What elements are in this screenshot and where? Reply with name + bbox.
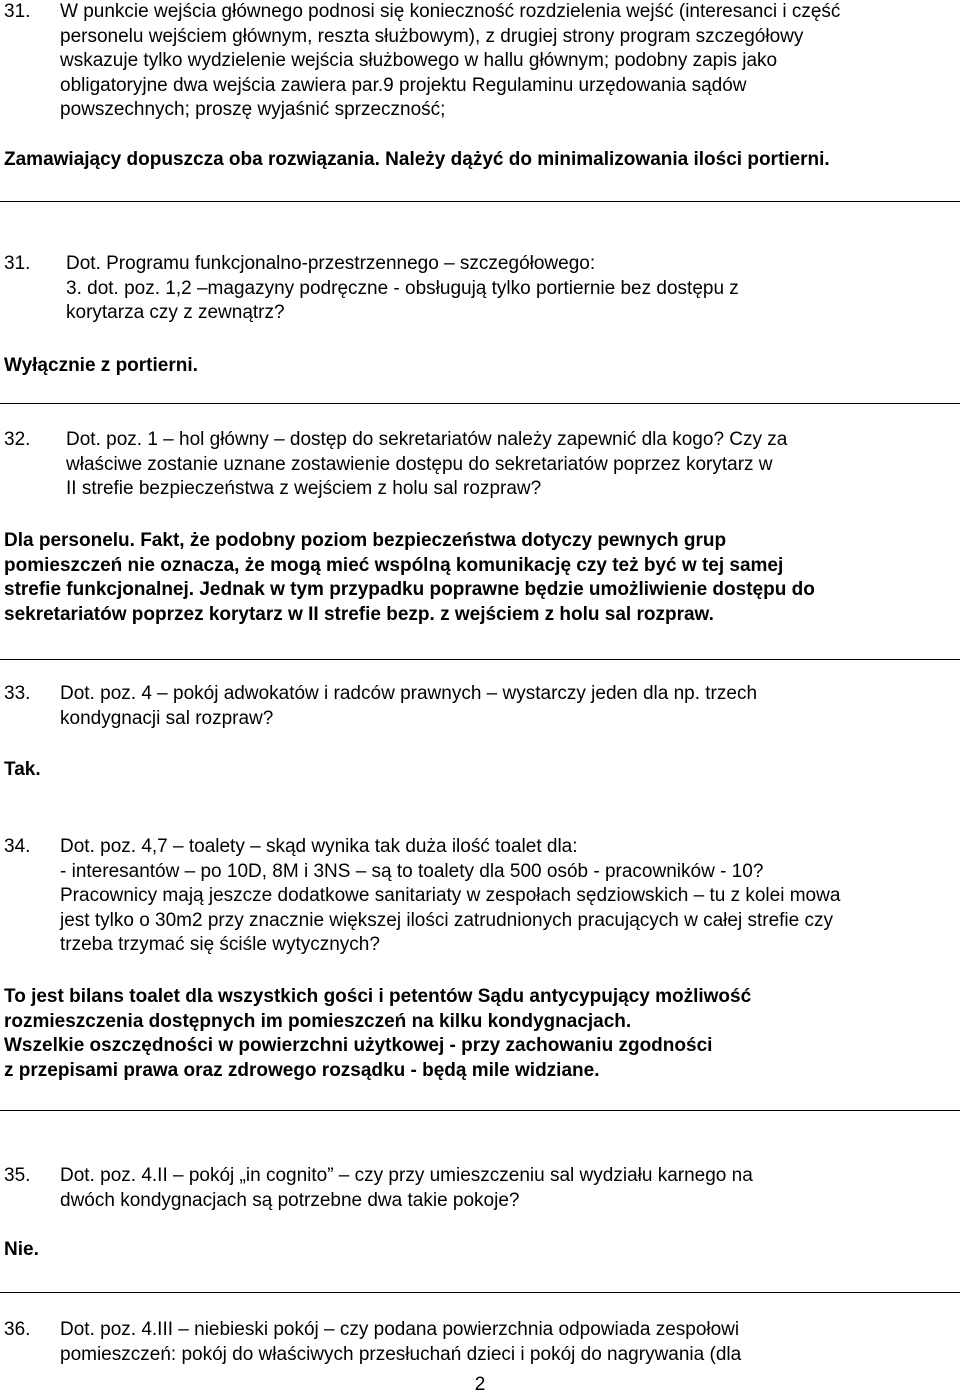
question-32 bbox=[4, 428, 954, 502]
divider bbox=[0, 201, 960, 202]
answer-34 bbox=[4, 985, 954, 1083]
question-line: wskazuje tylko wydzielenie wejścia służbowego w hallu głównym; podobny zapis jako bbox=[60, 50, 778, 72]
question-31a bbox=[4, 0, 954, 123]
divider bbox=[0, 1292, 960, 1293]
question-text bbox=[60, 0, 954, 123]
page-number: 2 bbox=[474, 1374, 486, 1395]
question-text bbox=[60, 835, 954, 958]
question-number: 31. bbox=[4, 1, 31, 22]
question-line: jest tylko o 30m2 przy znacznie większej ilości zatrudnionych pracujących w całej strefie czy bbox=[60, 909, 833, 931]
question-line: Dot. poz. 4.III – niebieski pokój – czy podana powierzchnia odpowiada zespołowi bbox=[60, 1319, 740, 1340]
question-line: powszechnych; proszę wyjaśnić sprzeczność; bbox=[60, 99, 446, 121]
answer-line: Nie. bbox=[4, 1239, 39, 1260]
question-line: Dot. poz. 4,7 – toalety – skąd wynika tak duża ilość toalet dla: bbox=[60, 836, 578, 857]
question-number: 32. bbox=[4, 429, 31, 450]
answer-line: Wyłącznie z portierni. bbox=[4, 355, 198, 376]
question-line: - interesantów – po 10D, 8M i 3NS – są to toalety dla 500 osób - pracowników - 10? bbox=[60, 860, 764, 882]
answer-31b bbox=[4, 354, 954, 379]
answer-31a bbox=[4, 148, 954, 173]
answer-line: rozmieszczenia dostępnych im pomieszczeń na kilku kondygnacjach. bbox=[4, 1010, 632, 1032]
question-line: korytarza czy z zewnątrz? bbox=[66, 302, 285, 324]
question-line: właściwe zostanie uznane zostawienie dostępu do sekretariatów poprzez korytarz w bbox=[66, 453, 773, 475]
question-line: dwóch kondygnacjach są potrzebne dwa takie pokoje? bbox=[60, 1189, 520, 1211]
question-line: Dot. poz. 1 – hol główny – dostęp do sekretariatów należy zapewnić dla kogo? Czy za bbox=[66, 429, 788, 450]
answer-line: To jest bilans toalet dla wszystkich gości i petentów Sądu antycypujący możliwość bbox=[4, 986, 752, 1007]
question-text bbox=[66, 252, 954, 277]
answer-line: Tak. bbox=[4, 759, 41, 780]
question-31b bbox=[4, 252, 954, 326]
answer-line: Dla personelu. Fakt, że podobny poziom bezpieczeństwa dotyczy pewnych grup bbox=[4, 530, 727, 551]
question-number: 36. bbox=[4, 1319, 31, 1340]
question-number: 35. bbox=[4, 1165, 31, 1186]
question-line: personelu wejściem głównym, reszta służbowym), z drugiej strony program szczegółowy bbox=[60, 25, 804, 47]
answer-33 bbox=[4, 758, 954, 783]
answer-line: Wszelkie oszczędności w powierzchni użytkowej - przy zachowaniu zgodności bbox=[4, 1035, 713, 1057]
question-line: pomieszczeń: pokój do właściwych przesłuchań dzieci i pokój do nagrywania (dla bbox=[60, 1343, 742, 1365]
question-line: trzeba trzymać się ściśle wytycznych? bbox=[60, 934, 380, 956]
question-number: 31. bbox=[4, 253, 31, 274]
question-35 bbox=[4, 1164, 954, 1213]
answer-line: sekretariatów poprzez korytarz w II strefie bezp. z wejściem z holu sal rozpraw. bbox=[4, 603, 714, 625]
question-line: II strefie bezpieczeństwa z wejściem z holu sal rozpraw? bbox=[66, 478, 542, 500]
question-36 bbox=[4, 1318, 954, 1367]
question-number: 33. bbox=[4, 683, 31, 704]
question-text bbox=[60, 1164, 954, 1213]
answer-32 bbox=[4, 529, 954, 627]
question-text bbox=[66, 428, 954, 502]
question-text bbox=[60, 1318, 954, 1367]
question-33 bbox=[4, 682, 954, 731]
question-text bbox=[60, 682, 954, 731]
answer-35 bbox=[4, 1238, 954, 1263]
answer-line: strefie funkcjonalnej. Jednak w tym przypadku poprawne będzie umożliwienie dostępu do bbox=[4, 579, 815, 601]
question-line: 3. dot. poz. 1,2 –magazyny podręczne - obsługują tylko portiernie bez dostępu z bbox=[66, 277, 739, 299]
divider bbox=[0, 659, 960, 660]
question-line: kondygnacji sal rozpraw? bbox=[60, 707, 274, 729]
question-line: Dot. Programu funkcjonalno-przestrzennego – szczegółowego: bbox=[66, 253, 596, 274]
question-34 bbox=[4, 835, 954, 958]
question-number: 34. bbox=[4, 836, 31, 857]
question-line: Dot. poz. 4 – pokój adwokatów i radców prawnych – wystarczy jeden dla np. trzech bbox=[60, 683, 758, 704]
question-text bbox=[66, 277, 954, 326]
question-line: W punkcie wejścia głównego podnosi się konieczność rozdzielenia wejść (interesanci i część bbox=[60, 1, 841, 22]
question-line: Dot. poz. 4.II – pokój „in cognito” – czy przy umieszczeniu sal wydziału karnego na bbox=[60, 1165, 753, 1186]
divider bbox=[0, 1110, 960, 1111]
question-line: obligatoryjne dwa wejścia zawiera par.9 projektu Regulaminu urzędowania sądów bbox=[60, 74, 747, 96]
divider bbox=[0, 403, 960, 404]
answer-line: z przepisami prawa oraz zdrowego rozsądku - będą mile widziane. bbox=[4, 1059, 600, 1081]
answer-line: Zamawiający dopuszcza oba rozwiązania. Należy dążyć do minimalizowania ilości portierni. bbox=[4, 149, 830, 170]
answer-line: pomieszczeń nie oznacza, że mogą mieć wspólną komunikację czy też być w tej samej bbox=[4, 554, 784, 576]
question-line: Pracownicy mają jeszcze dodatkowe sanitariaty w zespołach sędziowskich – tu z kolei mowa bbox=[60, 885, 841, 907]
